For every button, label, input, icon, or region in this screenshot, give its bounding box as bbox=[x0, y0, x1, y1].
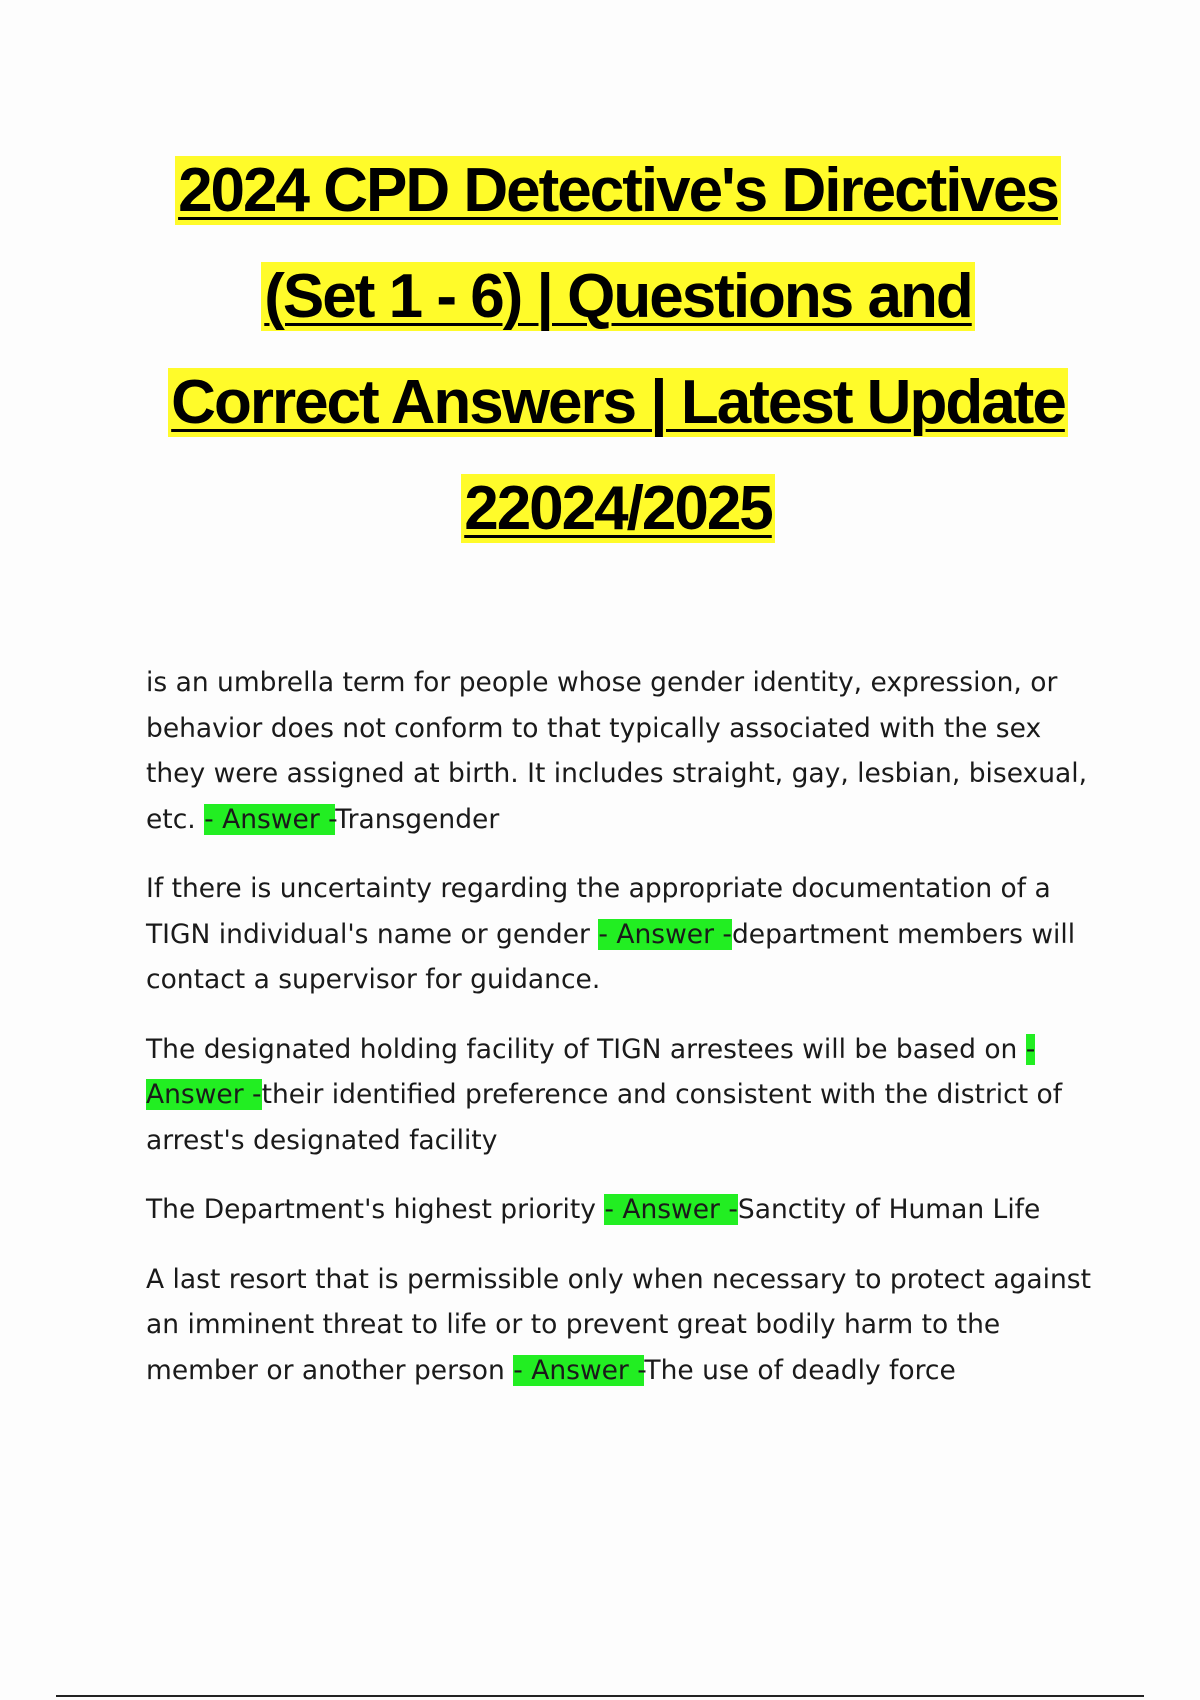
question-text: The designated holding facility of TIGN arrestees will be based on bbox=[146, 1033, 1026, 1065]
answer-text: The use of deadly force bbox=[644, 1354, 956, 1386]
title-line bbox=[60, 456, 1176, 562]
answer-text: Transgender bbox=[335, 803, 500, 835]
title-line bbox=[60, 138, 1176, 244]
answer-text: department members will contact a supervisor for guidance. bbox=[146, 918, 1076, 995]
title-line-text: Correct Answers | Latest Update bbox=[168, 368, 1068, 437]
title-line-text: 22024/2025 bbox=[461, 474, 775, 543]
qa-item bbox=[146, 1027, 1096, 1164]
title-line-text: 2024 CPD Detective's Directives bbox=[175, 156, 1061, 225]
question-text: If there is uncertainty regarding the appropriate documentation of a TIGN individual's name or gender bbox=[146, 873, 1051, 950]
title-line-text: (Set 1 - 6) | Questions and bbox=[261, 262, 974, 331]
answer-marker: - Answer - bbox=[204, 803, 336, 835]
document-title bbox=[60, 138, 1176, 562]
answer-marker: - Answer - bbox=[604, 1194, 738, 1225]
title-line bbox=[60, 350, 1176, 456]
question-text: A last resort that is permissible only when necessary to protect against an imminent threat to life or to prevent great bodily harm to the member or another person bbox=[146, 1263, 1091, 1386]
qa-item bbox=[146, 1187, 1096, 1233]
answer-marker: - Answer - bbox=[513, 1354, 645, 1386]
qa-item bbox=[146, 660, 1096, 842]
answer-text: their identified preference and consistent with the district of arrest's designated facility bbox=[146, 1079, 1063, 1156]
question-text: is an umbrella term for people whose gender identity, expression, or behavior does not conform to that typically associated with the sex they were assigned at birth. It includes straight, gay, lesbian, bisexual, etc. bbox=[146, 667, 1088, 835]
qa-item bbox=[146, 866, 1096, 1003]
answer-marker: - Answer - bbox=[146, 1033, 1036, 1110]
qa-list bbox=[146, 660, 1096, 1417]
answer-text: Sanctity of Human Life bbox=[737, 1194, 1041, 1225]
answer-marker: - Answer - bbox=[598, 918, 732, 950]
page-divider bbox=[56, 1695, 1144, 1697]
title-line bbox=[60, 244, 1176, 350]
qa-item bbox=[146, 1257, 1096, 1394]
question-text: The Department's highest priority bbox=[146, 1194, 605, 1225]
